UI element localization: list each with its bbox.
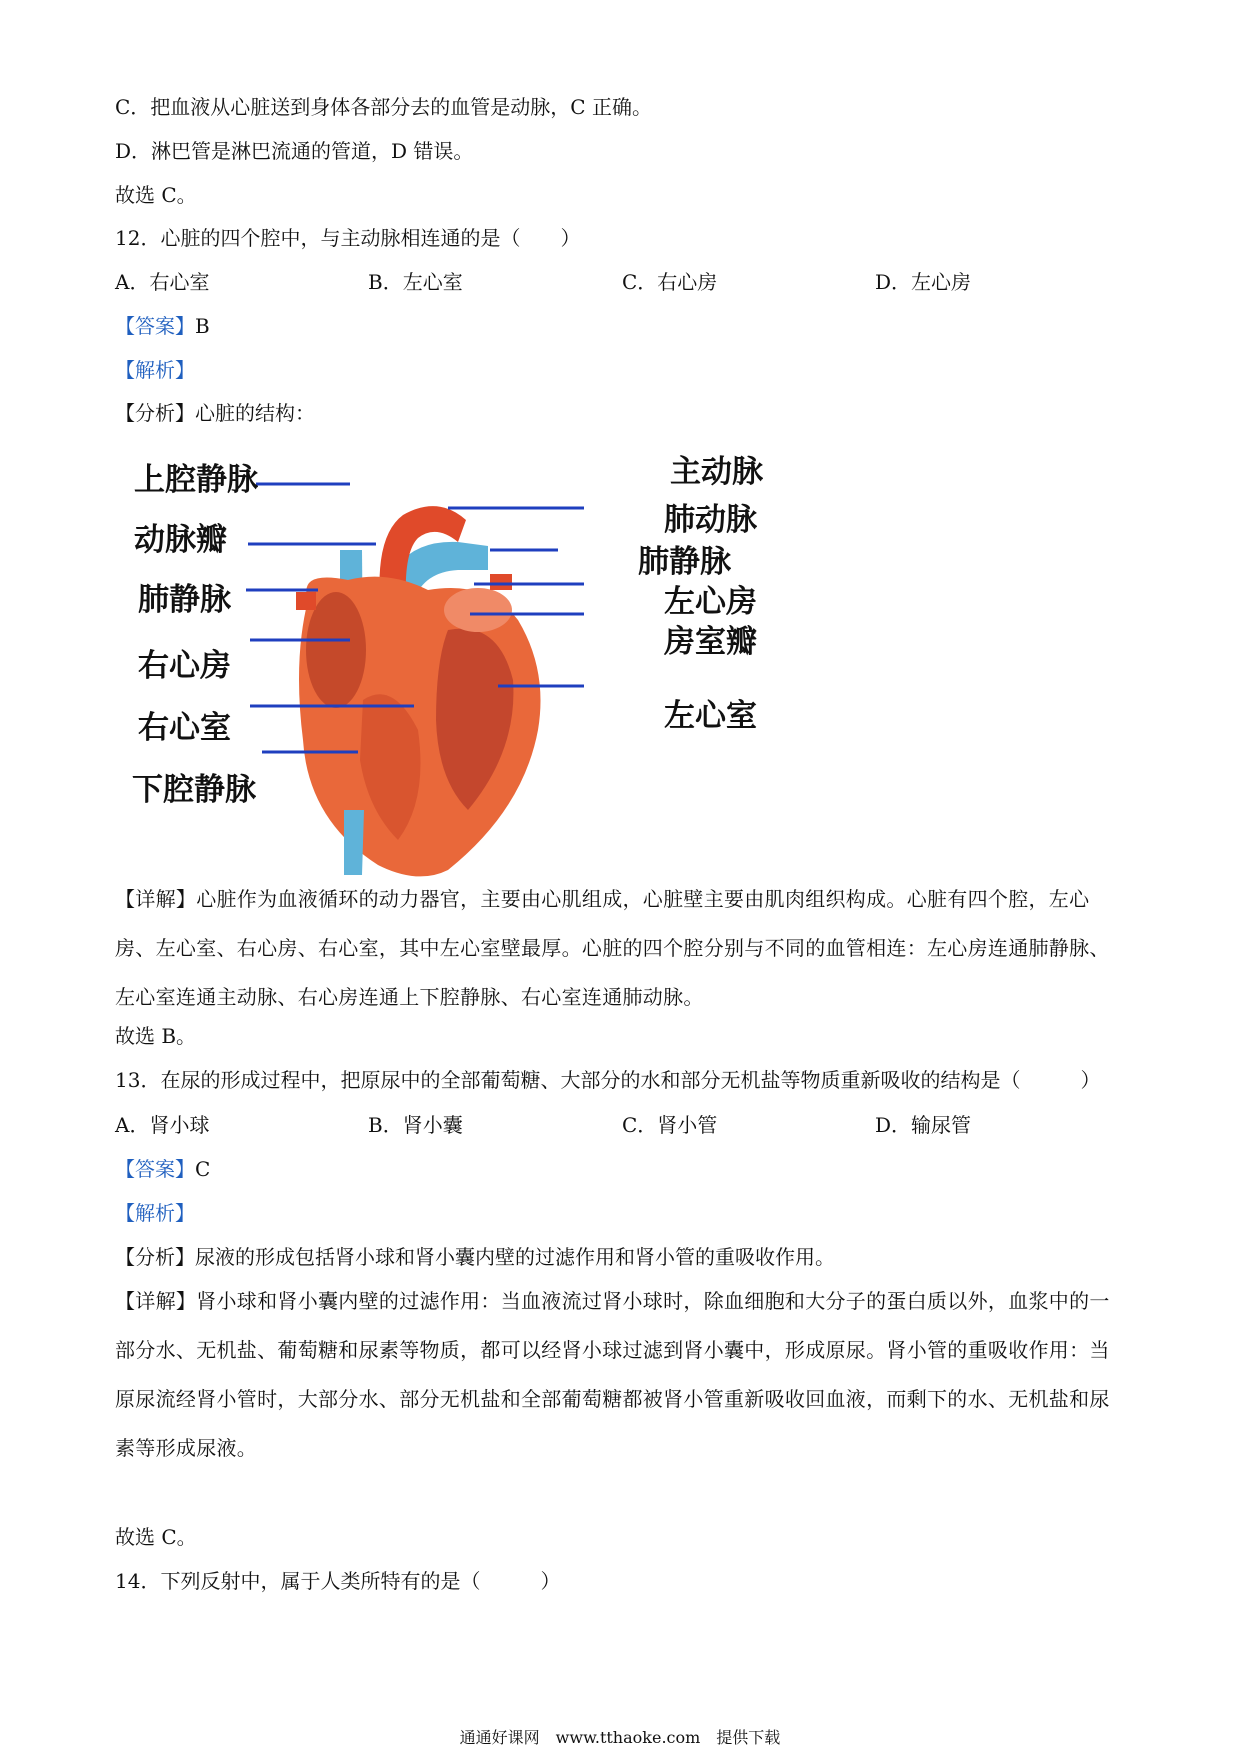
q12-option-b: B．左心室 — [368, 270, 463, 294]
label-superior-vena-cava: 上腔静脉 — [134, 462, 258, 498]
d-option-explanation: D．淋巴管是淋巴流通的管道，D 错误。 — [115, 139, 474, 163]
label-left-atrium: 左心房 — [664, 584, 757, 620]
q12-option-a: A．右心室 — [115, 270, 210, 294]
q13-jiexi-tag: 【解析】 — [115, 1201, 195, 1225]
q13-option-c: C．肾小管 — [622, 1113, 718, 1137]
inferior-vena-cava-shape — [344, 810, 364, 875]
q13-answer: C — [195, 1157, 211, 1181]
q12-option-c: C．右心房 — [622, 270, 718, 294]
label-left-ventricle: 左心室 — [664, 698, 757, 734]
label-arterial-valve: 动脉瓣 — [134, 522, 227, 558]
question-12: 12．心脏的四个腔中，与主动脉相连通的是（ ） — [115, 226, 581, 250]
q12-detail: 心脏作为血液循环的动力器官，主要由心肌组成，心脏壁主要由肌肉组织构成。心脏有四个腔，左心房、左心室、右心房、右心室，其中左心室壁最厚。心脏的四个腔分别与不同的血管相连：左心房连通肺静脉、左心室连通主动脉、右心房连通上下腔静脉、右心室连通肺动脉。 — [115, 887, 1110, 1009]
footer-source: 通通好课网 www.tthaoke.com 提供下载 — [459, 1728, 781, 1747]
label-inferior-vena-cava: 下腔静脉 — [132, 772, 256, 808]
pulmonary-vein-right-shape — [490, 574, 512, 590]
label-right-ventricle: 右心室 — [138, 710, 231, 746]
q12-analysis: 心脏的结构： — [195, 401, 315, 425]
q13-option-a: A．肾小球 — [115, 1113, 210, 1137]
q13-analysis-line — [115, 1242, 835, 1272]
heart-structure-figure — [118, 454, 798, 880]
detail-tag: 【详解】 — [115, 887, 197, 911]
label-pulmonary-vein-right: 肺静脉 — [638, 544, 731, 580]
q12-answer-line — [115, 311, 210, 341]
q13-detail: 肾小球和肾小囊内壁的过滤作用：当血液流过肾小球时，除血细胞和大分子的蛋白质以外，血浆中的一部分水、无机盐、葡萄糖和尿素等物质，都可以经肾小球过滤到肾小囊中，形成原尿。肾小管的重吸收作用：当原尿流经肾小管时，大部分水、部分无机盐和全部葡萄糖都被肾小管重新吸收回血液，而剩下的水、无机盐和尿素等形成尿液。 — [115, 1289, 1110, 1460]
label-pulmonary-vein-left: 肺静脉 — [138, 582, 231, 618]
left-atrium-shape — [444, 588, 512, 632]
q13-analysis: 尿液的形成包括肾小球和肾小囊内壁的过滤作用和肾小管的重吸收作用。 — [195, 1245, 835, 1269]
analysis-tag: 【分析】 — [115, 401, 195, 425]
q12-analysis-line — [115, 398, 315, 428]
q13-detail-paragraph — [115, 1277, 1125, 1473]
label-av-valve: 房室瓣 — [664, 624, 757, 660]
choose-c-conclusion: 故选 C。 — [115, 183, 197, 207]
answer-tag: 【答案】 — [115, 1157, 195, 1181]
q12-answer: B — [195, 314, 210, 338]
question-14: 14．下列反射中，属于人类所特有的是（ ） — [115, 1569, 561, 1593]
label-right-atrium: 右心房 — [138, 648, 231, 684]
label-pulmonary-artery: 肺动脉 — [664, 502, 757, 538]
q12-detail-paragraph — [115, 875, 1125, 1022]
q12-jiexi-tag: 【解析】 — [115, 358, 195, 382]
answer-tag: 【答案】 — [115, 314, 195, 338]
q13-answer-line — [115, 1154, 210, 1184]
q13-option-b: B．肾小囊 — [368, 1113, 463, 1137]
c-option-explanation: C．把血液从心脏送到身体各部分去的血管是动脉，C 正确。 — [115, 95, 652, 119]
analysis-tag: 【分析】 — [115, 1245, 195, 1269]
q13-option-d: D．输尿管 — [875, 1113, 972, 1137]
label-aorta: 主动脉 — [670, 454, 763, 490]
choose-b-conclusion: 故选 B。 — [115, 1024, 197, 1048]
q12-option-d: D．左心房 — [875, 270, 972, 294]
detail-tag: 【详解】 — [115, 1289, 197, 1313]
choose-c-conclusion-2: 故选 C。 — [115, 1525, 197, 1549]
question-13: 13．在尿的形成过程中，把原尿中的全部葡萄糖、大部分的水和部分无机盐等物质重新吸收的结构是（ ） — [115, 1068, 1101, 1092]
pulmonary-vein-left-shape — [296, 592, 316, 610]
